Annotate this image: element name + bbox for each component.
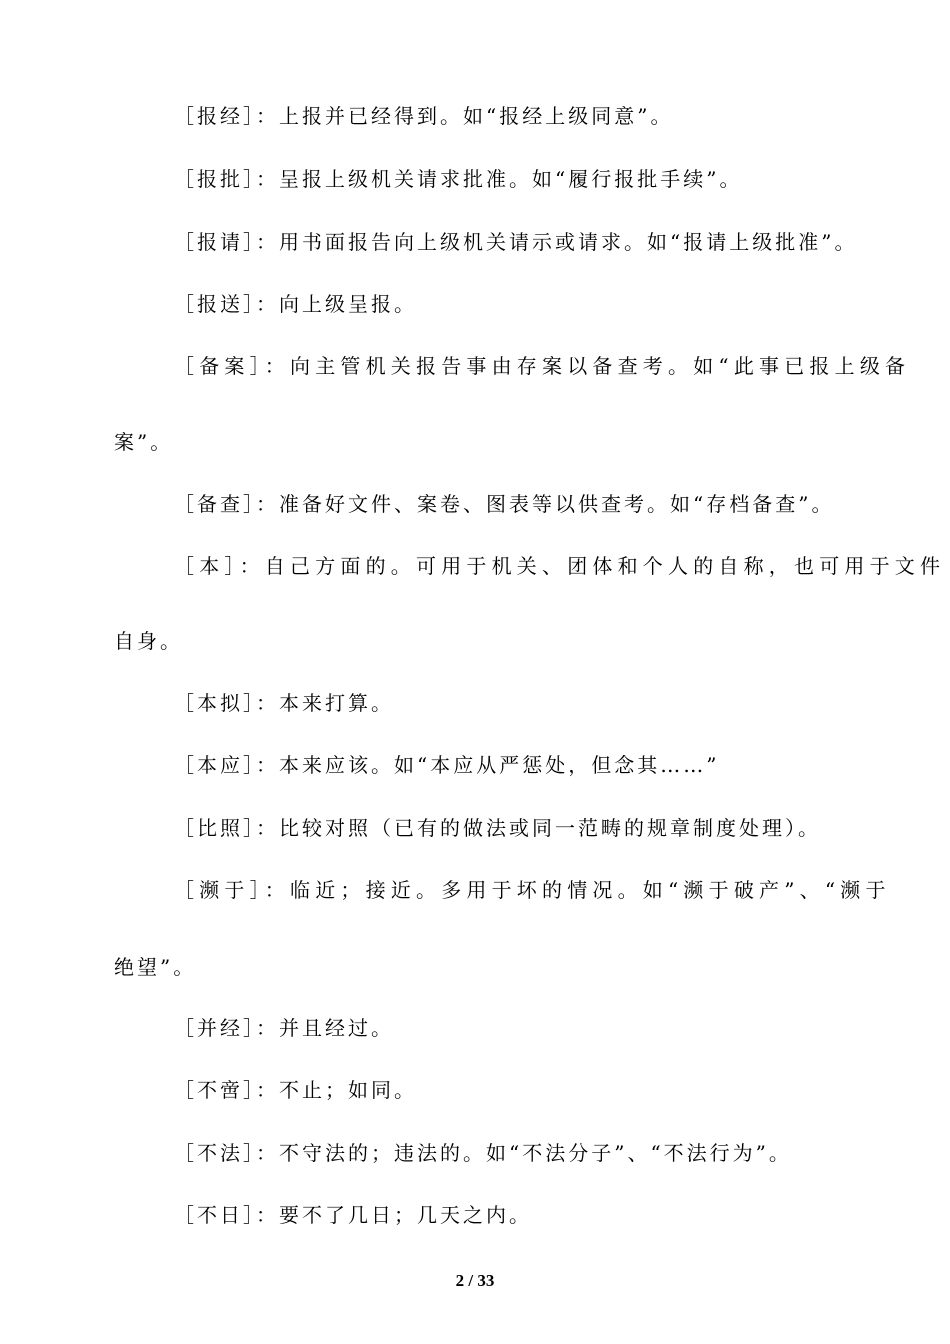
entry-beicha: ［备查］：准备好文件、案卷、图表等以供查考。如“存档备查”。: [174, 492, 835, 516]
entry-ben-continued: 自身。: [114, 629, 183, 653]
entry-baoqing: ［报请］：用书面报告向上级机关请示或请求。如“报请上级批准”。: [174, 230, 858, 254]
entry-benying: ［本应］：本来应该。如“本应从严惩处，但念其……”: [174, 753, 720, 777]
entry-baojing: ［报经］：上报并已经得到。如“报经上级同意”。: [174, 104, 674, 128]
entry-baosong: ［报送］：向上级呈报。: [174, 292, 417, 316]
entry-binyu-continued: 绝望”。: [114, 955, 197, 979]
entry-ben: ［本］：自己方面的。可用于机关、团体和个人的自称，也可用于文件: [174, 554, 946, 578]
entry-beian: ［备案］：向主管机关报告事由存案以备查考。如“此事已报上级备: [174, 354, 911, 378]
entry-buchi: ［不啻］：不止；如同。: [174, 1078, 417, 1102]
entry-baopi: ［报批］：呈报上级机关请求批准。如“履行报批手续”。: [174, 167, 743, 191]
entry-buri: ［不日］：要不了几日；几天之内。: [174, 1203, 532, 1227]
entry-beian-continued: 案”。: [114, 430, 174, 454]
entry-benni: ［本拟］：本来打算。: [174, 691, 394, 715]
entry-binyu: ［濒于］：临近；接近。多用于坏的情况。如“濒于破产”、“濒于: [174, 878, 891, 902]
entry-bingjing: ［并经］：并且经过。: [174, 1016, 394, 1040]
entry-bufa: ［不法］：不守法的；违法的。如“不法分子”、“不法行为”。: [174, 1141, 792, 1165]
page-number: 2 / 33: [455, 1271, 495, 1290]
entry-bizhao: ［比照］：比较对照（已有的做法或同一范畴的规章制度处理）。: [174, 816, 821, 840]
